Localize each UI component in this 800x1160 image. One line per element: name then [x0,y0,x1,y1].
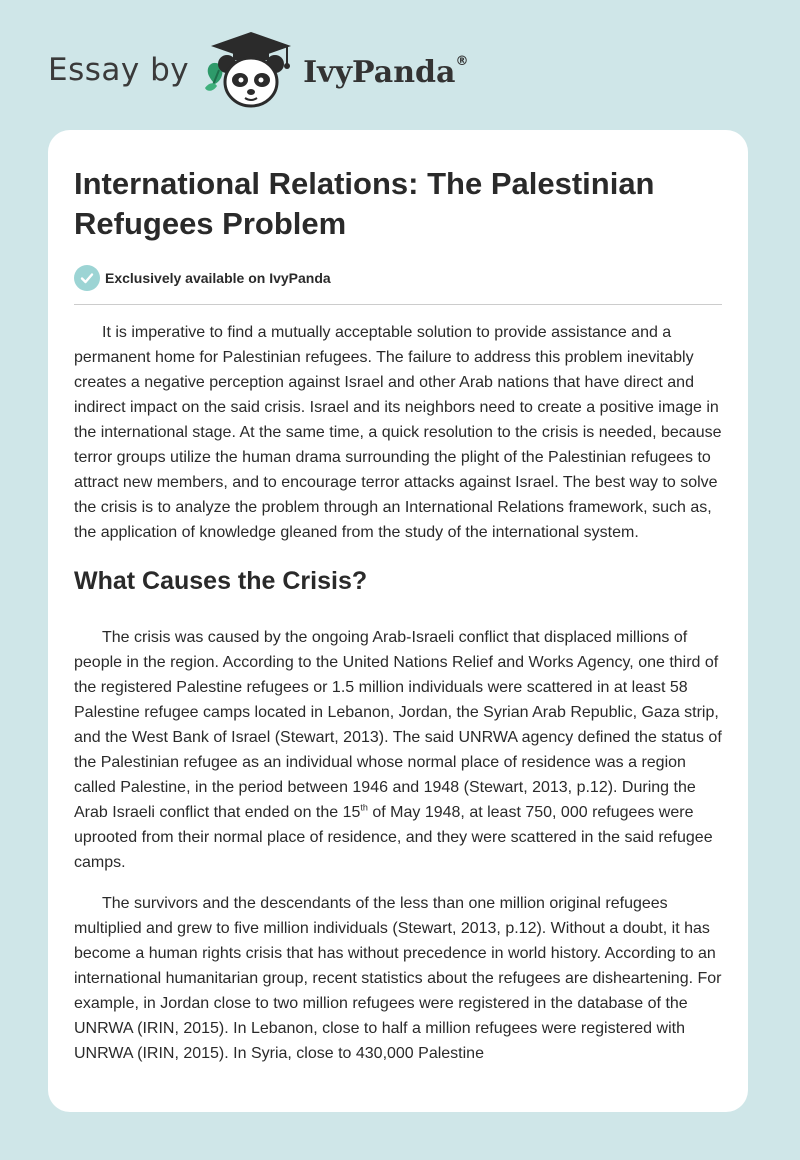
article-card [48,130,748,1112]
paragraph-intro: It is imperative to find a mutually acceptable solution to provide assistance and a permanent home for Palestinian refugees. The failure to address this problem inevitably creates a negative perception against Israel and other Arab nations that have direct and indirect impact on the said crisis. Israel and its neighbors need to create a positive image in the international stage. At the same time, a quick resolution to the crisis is needed, because terror groups utilize the human drama surrounding the plight of the Palestinian refugees to attract new members, and to encourage terror attacks against Israel. The best way to solve the crisis is to analyze the problem through an International Relations framework, such as, the application of knowledge gleaned from the study of the international system. [74,324,722,541]
trademark: ® [455,53,469,69]
divider [74,304,722,305]
brand-name[interactable]: IvyPanda® [303,53,469,90]
paragraph-causes: The crisis was caused by the ongoing Arab-Israeli conflict that displaced millions of people in the region. According to the United Nations Relief and Works Agency, one third of the registered Palestine refugees or 1.5 million individuals were scattered in at least 58 Palestine refugee camps located in Lebanon, Jordan, the Syrian Arab Republic, Gaza strip, and the West Bank of Israel (Stewart, 2013). The said UNRWA agency defined the status of the Palestinian refugee as an individual whose normal place of residence was a region called Palestine, in the period between 1946 and 1948 (Stewart, 2013, p.12). During the Arab Israeli conflict that ended on the 15th of May 1948, at least 750, 000 refugees were uprooted from their normal place of residence, and they were scattered in the said refugee camps. [74,629,722,871]
paragraph-statistics: The survivors and the descendants of the less than one million original refugees multiplied and grew to five million individuals (Stewart, 2013, p.12). Without a doubt, it has become a human rights crisis that has without precedence in world history. According to an international humanitarian group, recent statistics about the refugees are disheartening. For example, in Jordan close to two million refugees were registered in the database of the UNRWA (IRIN, 2015). In Lebanon, close to half a million refugees were registered with UNRWA (IRIN, 2015). In Syria, close to 430,000 Palestine [74,895,722,1062]
site-header [48,30,468,110]
article-title: International Relations: The Palestinian Refugees Problem [74,166,655,241]
panda-graduate-icon[interactable] [203,30,299,110]
section-heading: What Causes the Crisis? [74,567,368,595]
check-icon [74,265,100,291]
exclusive-badge [74,265,722,291]
essay-by-label: Essay by [48,52,190,88]
exclusive-label: Exclusively available on IvyPanda [105,270,331,286]
